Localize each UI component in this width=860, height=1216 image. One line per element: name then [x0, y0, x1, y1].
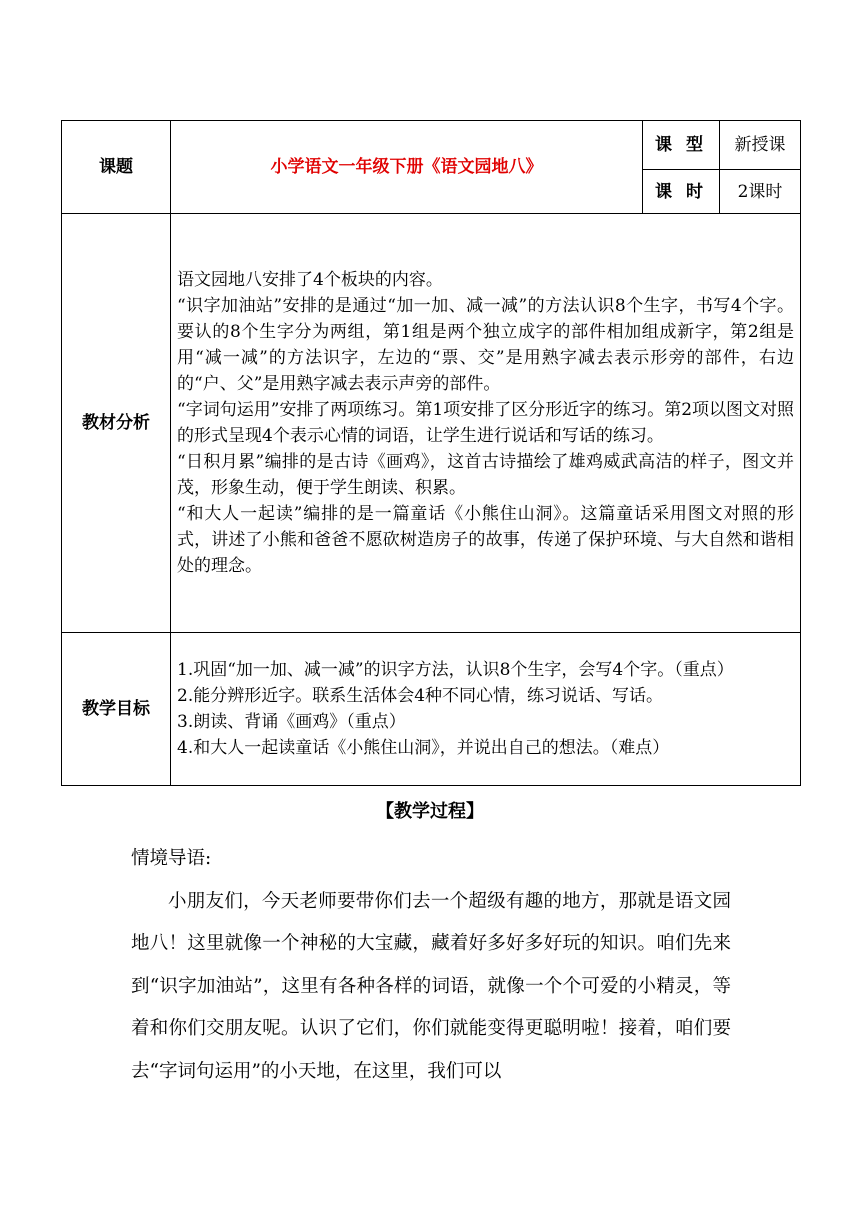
intro-paragraph: 小朋友们，今天老师要带你们去一个超级有趣的地方，那就是语文园地八！这里就像一个神秘的大宝藏，藏着好多好多好玩的知识。咱们先来到“识字加油站”，这里有各种各样的词语，就像一个个可爱的小精灵，等着和你们交朋友呢。认识了它们，你们就能变得更聪明啦！接着，咱们要去“字词句运用”的小天地，在这里，我们可以 [131, 890, 731, 1082]
analysis-paragraph: “和大人一起读”编排的是一篇童话《小熊住山洞》。这篇童话采用图文对照的形式，讲述了小熊和爸爸不愿砍树造房子的故事，传递了保护环境、与大自然和谐相处的理念。 [177, 504, 794, 576]
lesson-type-label: 课 型 [643, 121, 720, 170]
goal-item: 4.和大人一起读童话《小熊住山洞》，并说出自己的想法。（难点） [177, 738, 670, 758]
topic-value: 小学语文一年级下册《语文园地八》 [171, 121, 643, 214]
lesson-hours-label: 课 时 [643, 170, 720, 214]
topic-label: 课题 [62, 121, 171, 214]
goal-item: 2.能分辨形近字。联系生活体会4种不同心情，练习说话、写话。 [177, 686, 664, 706]
analysis-content [171, 214, 801, 633]
goals-label: 教学目标 [62, 633, 171, 786]
goal-item: 1.巩固“加一加、减一减”的识字方法，认识8个生字，会写4个字。（重点） [177, 660, 734, 680]
process-body [131, 838, 731, 1093]
analysis-label: 教材分析 [62, 214, 171, 633]
analysis-paragraph: “识字加油站”安排的是通过“加一加、减一减”的方法认识8个生字，书写4个字。要认的8个生字分为两组，第1组是两个独立成字的部件相加组成新字，第2组是用“减一减”的方法识字，左边的“票、交”是用熟字减去表示形旁的部件，右边的“户、父”是用熟字减去表示声旁的部件。 [177, 296, 794, 394]
lesson-type-value: 新授课 [720, 121, 801, 170]
process-heading: 【教学过程】 [376, 801, 484, 822]
analysis-paragraph: “日积月累”编排的是古诗《画鸡》，这首古诗描绘了雄鸡威武高洁的样子，图文并茂，形象生动，便于学生朗读、积累。 [177, 452, 794, 498]
analysis-paragraph: 语文园地八安排了4个板块的内容。 [177, 270, 443, 290]
analysis-paragraph: “字词句运用”安排了两项练习。第1项安排了区分形近字的练习。第2项以图文对照的形式呈现4个表示心情的词语，让学生进行说话和写话的练习。 [177, 400, 795, 446]
goal-item: 3.朗读、背诵《画鸡》（重点） [177, 712, 406, 732]
lesson-plan-table [61, 120, 801, 786]
goals-content [171, 633, 801, 786]
lesson-hours-value: 2课时 [720, 170, 801, 214]
intro-label: 情境导语: [131, 848, 212, 869]
